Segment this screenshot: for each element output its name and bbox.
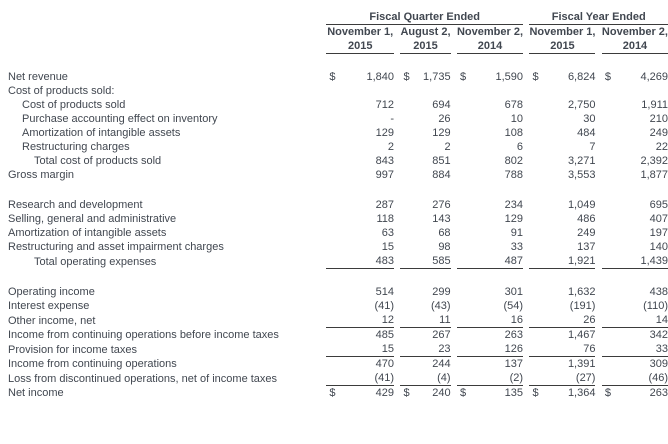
currency-symbol: $ — [604, 387, 612, 399]
cell-value: (46) — [602, 371, 668, 386]
header-date-row — [8, 25, 668, 54]
cell-value: (54) — [503, 300, 524, 312]
cell-value: 68 — [438, 227, 451, 239]
spacer-row — [8, 269, 668, 286]
cell-value: 287 — [375, 199, 395, 211]
cell-value: 16 — [457, 313, 523, 328]
header-corner — [8, 25, 322, 54]
cell-value: 1,049 — [567, 199, 596, 211]
cell-value: 1,391 — [567, 358, 596, 370]
header-group-row — [8, 10, 668, 25]
cell-value: 342 — [649, 329, 668, 341]
currency-symbol: $ — [329, 387, 336, 399]
row-label: Other income, net — [8, 314, 96, 327]
cell-value: 197 — [649, 227, 668, 239]
cell-value — [602, 70, 668, 84]
cell-value: 1,911 — [641, 99, 668, 111]
column-header-q3 — [457, 25, 523, 54]
table-row — [8, 154, 668, 168]
spacer — [8, 54, 668, 71]
cell-value: (43) — [431, 300, 451, 312]
amount: 1,735 — [423, 71, 451, 83]
cell-value — [529, 84, 595, 98]
cell-value: 309 — [649, 358, 668, 370]
quarter-group-header: Fiscal Quarter Ended — [326, 10, 523, 25]
row-label: Net revenue — [8, 71, 68, 83]
cell-value: 788 — [504, 169, 524, 181]
table-row — [8, 285, 668, 299]
cell-value: 23 — [400, 342, 450, 357]
cell-value: (41) — [326, 371, 394, 386]
table-row — [8, 342, 668, 357]
cell-value: 694 — [432, 99, 451, 111]
row-label: Loss from discontinued operations, net of income taxes — [8, 372, 278, 385]
cell-value: 33 — [510, 241, 524, 253]
cell-value — [326, 84, 394, 98]
amount: 1,590 — [495, 71, 524, 83]
amount: 263 — [649, 387, 668, 399]
column-header-line1: November 1, — [327, 26, 394, 38]
cell-value: 1,467 — [567, 329, 596, 341]
cell-value: 63 — [381, 227, 395, 239]
column-header-q2 — [400, 25, 450, 54]
cell-value: 3,553 — [567, 169, 596, 181]
cell-value: (2) — [457, 371, 523, 386]
row-label: Restructuring charges — [22, 141, 130, 153]
cell-value: 15 — [326, 342, 394, 357]
table-row — [8, 98, 668, 112]
amount: 6,824 — [567, 71, 596, 83]
cell-value: 22 — [655, 141, 668, 153]
cell-value: 997 — [375, 169, 395, 181]
cell-value — [400, 84, 450, 98]
cell-value: 276 — [432, 199, 451, 211]
cell-value: 118 — [376, 213, 395, 225]
cell-value: 267 — [432, 329, 451, 341]
header-spacer-row — [8, 54, 668, 71]
column-header-line1: November 2, — [456, 26, 524, 38]
amount: 429 — [375, 387, 395, 399]
column-header-line1: November 1, — [529, 26, 596, 38]
table-row — [8, 386, 668, 401]
table-row — [8, 140, 668, 154]
currency-symbol: $ — [329, 71, 336, 83]
cell-value: 26 — [529, 313, 595, 328]
header-corner — [8, 10, 322, 25]
cell-value — [602, 84, 668, 98]
cell-value: 137 — [577, 241, 596, 253]
cell-value: 301 — [504, 286, 524, 298]
table-row — [8, 112, 668, 126]
currency-symbol: $ — [403, 387, 410, 399]
cell-value: 210 — [649, 113, 668, 125]
currency-symbol: $ — [604, 71, 612, 83]
table-row — [8, 226, 668, 240]
cell-value: (41) — [374, 300, 395, 312]
table-row — [8, 168, 668, 182]
spacer-row — [8, 182, 668, 198]
cell-value: 91 — [510, 227, 524, 239]
row-label: Net income — [8, 387, 64, 399]
currency-symbol: $ — [403, 71, 410, 83]
column-header-line1: November 2, — [601, 26, 668, 38]
cell-value: 1,439 — [602, 254, 668, 269]
row-label: Research and development — [8, 199, 143, 211]
column-header-line2: 2014 — [622, 40, 648, 52]
cell-value: 487 — [457, 254, 523, 269]
cell-value: 407 — [649, 213, 668, 225]
row-label: Restructuring and asset impairment charges — [8, 241, 224, 253]
cell-value — [457, 84, 523, 98]
cell-value: 137 — [504, 358, 524, 370]
cell-value — [529, 70, 595, 84]
cell-value: 14 — [602, 313, 668, 328]
cell-value: 33 — [602, 342, 668, 357]
cell-value: 140 — [649, 241, 668, 253]
cell-value — [400, 386, 450, 401]
spacer — [8, 269, 668, 286]
cell-value: 76 — [529, 342, 595, 357]
cell-value: (27) — [529, 371, 595, 386]
amount: 1,840 — [366, 71, 395, 83]
cell-value: 3,271 — [567, 155, 596, 167]
row-label: Provision for income taxes — [8, 343, 137, 356]
amount: 1,364 — [567, 387, 596, 399]
row-label: Amortization of intangible assets — [22, 127, 181, 139]
statement-body — [8, 70, 668, 400]
cell-value: 26 — [438, 113, 451, 125]
column-header-q1 — [326, 25, 394, 54]
column-header-line1: August 2, — [400, 26, 451, 38]
cell-value: 7 — [589, 141, 596, 153]
cell-value: 129 — [375, 127, 395, 139]
column-header-line2: 2015 — [347, 40, 373, 52]
cell-value: 486 — [577, 213, 596, 225]
cell-value: 126 — [457, 342, 523, 357]
page — [0, 10, 668, 444]
cell-value: 438 — [649, 286, 668, 298]
table-row — [8, 357, 668, 372]
amount: 240 — [432, 387, 451, 399]
cell-value: - — [390, 113, 395, 125]
table-row — [8, 328, 668, 343]
cell-value: 802 — [504, 155, 524, 167]
row-label: Amortization of intangible assets — [8, 227, 167, 239]
cell-value — [529, 386, 595, 401]
cell-value: 108 — [504, 127, 524, 139]
cell-value: 11 — [400, 313, 450, 328]
year-group-header: Fiscal Year Ended — [529, 10, 668, 25]
row-label: Cost of products sold: — [8, 85, 115, 97]
row-label: Income from continuing operations before income taxes — [8, 329, 279, 341]
cell-value: 2,750 — [567, 99, 596, 111]
cell-value — [326, 70, 394, 84]
row-label: Cost of products sold — [22, 99, 126, 111]
cell-value: 695 — [649, 199, 668, 211]
row-label: Total operating expenses — [34, 255, 157, 268]
table-row — [8, 212, 668, 226]
column-header-y2 — [602, 25, 668, 54]
cell-value: 15 — [381, 241, 395, 253]
currency-symbol: $ — [532, 71, 539, 83]
table-row — [8, 371, 668, 386]
table-row — [8, 240, 668, 254]
cell-value: 143 — [432, 213, 451, 225]
table-row — [8, 313, 668, 328]
cell-value — [602, 386, 668, 401]
cell-value: (110) — [643, 300, 668, 312]
cell-value: 1,877 — [640, 169, 668, 181]
row-label: Operating income — [8, 286, 95, 298]
cell-value: 6 — [516, 141, 524, 153]
currency-symbol: $ — [459, 387, 467, 399]
cell-value — [326, 386, 394, 401]
cell-value: 485 — [375, 329, 395, 341]
income-statement-table — [8, 10, 668, 400]
cell-value — [400, 70, 450, 84]
spacer — [8, 182, 668, 198]
cell-value: 10 — [510, 113, 524, 125]
row-label: Purchase accounting effect on inventory — [22, 113, 218, 125]
amount: 135 — [504, 387, 524, 399]
cell-value: 2 — [444, 141, 451, 153]
table-row — [8, 254, 668, 269]
cell-value: 678 — [504, 99, 524, 111]
cell-value: 585 — [400, 254, 450, 269]
table-row — [8, 126, 668, 140]
row-label: Total cost of products sold — [34, 155, 162, 167]
table-row — [8, 70, 668, 84]
cell-value: 1,632 — [567, 286, 596, 298]
cell-value: 470 — [375, 358, 395, 370]
cell-value: 484 — [577, 127, 596, 139]
row-label: Interest expense — [8, 300, 90, 312]
cell-value: 129 — [504, 213, 524, 225]
currency-symbol: $ — [532, 387, 539, 399]
cell-value: 2 — [387, 141, 395, 153]
table-row — [8, 198, 668, 212]
table-row — [8, 299, 668, 313]
cell-value: (4) — [400, 371, 450, 386]
cell-value: 851 — [432, 155, 451, 167]
cell-value: (191) — [569, 300, 596, 312]
cell-value: 299 — [432, 286, 451, 298]
cell-value: 712 — [375, 99, 395, 111]
cell-value: 1,921 — [529, 254, 595, 269]
column-header-line2: 2015 — [550, 40, 575, 52]
row-label: Selling, general and administrative — [8, 213, 177, 225]
cell-value: 30 — [583, 113, 596, 125]
cell-value: 843 — [375, 155, 395, 167]
cell-value: 2,392 — [640, 155, 668, 167]
cell-value: 884 — [432, 169, 451, 181]
cell-value: 234 — [504, 199, 524, 211]
row-label: Income from continuing operations — [8, 358, 177, 370]
cell-value: 244 — [432, 358, 451, 370]
cell-value: 98 — [438, 241, 451, 253]
cell-value: 249 — [649, 127, 668, 139]
cell-value: 263 — [504, 329, 524, 341]
cell-value — [457, 386, 523, 401]
currency-symbol: $ — [459, 71, 467, 83]
cell-value — [457, 70, 523, 84]
cell-value: 129 — [432, 127, 451, 139]
cell-value: 12 — [326, 313, 394, 328]
cell-value: 514 — [375, 286, 395, 298]
row-label: Gross margin — [8, 169, 75, 181]
cell-value: 483 — [326, 254, 394, 269]
amount: 4,269 — [640, 71, 668, 83]
column-header-line2: 2014 — [477, 40, 503, 52]
table-row — [8, 84, 668, 98]
cell-value: 249 — [577, 227, 596, 239]
column-header-line2: 2015 — [413, 40, 438, 52]
column-header-y1 — [529, 25, 595, 54]
